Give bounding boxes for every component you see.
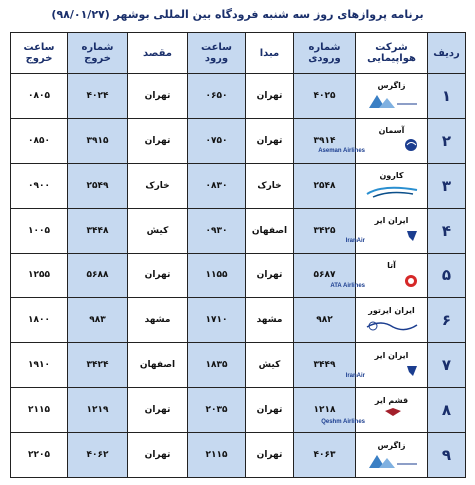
airline-name: ایران ایر <box>374 350 409 360</box>
arrival-number: ۲۵۴۸ <box>294 163 356 208</box>
arrival-time: ۰۷۵۰ <box>188 118 246 163</box>
arrival-time: ۲۱۱۵ <box>188 433 246 478</box>
svg-text:Qeshm Airlines: Qeshm Airlines <box>320 418 365 425</box>
destination: کیش <box>128 208 188 253</box>
departure-time: ۰۸۵۰ <box>11 118 68 163</box>
header-arrival-time: ساعت ورود <box>188 33 246 74</box>
airline-name: ایران ایر <box>374 216 409 226</box>
departure-time: ۲۱۱۵ <box>11 388 68 433</box>
destination: تهران <box>128 118 188 163</box>
iranair-logo-icon <box>345 362 427 380</box>
departure-number: ۵۶۸۸ <box>68 253 128 298</box>
row-number: ۵ <box>428 253 466 298</box>
airline-name: آسمان <box>378 126 405 136</box>
airline-name: کارون <box>379 171 404 181</box>
arrival-time: ۲۰۳۵ <box>188 388 246 433</box>
arrival-time: ۱۷۱۰ <box>188 298 246 343</box>
airline-cell <box>345 208 428 253</box>
table-row <box>11 74 466 119</box>
airline-cell <box>356 74 428 119</box>
airline-name: آتا <box>387 260 396 270</box>
departure-number: ۳۴۴۸ <box>68 208 128 253</box>
arrival-number: ۴۰۲۵ <box>294 74 356 119</box>
departure-number: ۴۰۶۲ <box>68 433 128 478</box>
destination: تهران <box>128 388 188 433</box>
table-row <box>11 163 466 208</box>
destination: خارک <box>128 163 188 208</box>
zagros-logo-icon <box>356 452 427 470</box>
arrival-number: ۴۰۶۳ <box>294 433 356 478</box>
departure-number: ۱۲۱۹ <box>68 388 128 433</box>
airline-name: قشم ایر <box>374 395 409 405</box>
header-departure-time: ساعت خروج <box>11 33 68 74</box>
arrival-number: ۵۶۸۷ <box>294 253 356 298</box>
destination: مشهد <box>128 298 188 343</box>
svg-text:IranAir: IranAir <box>345 238 365 245</box>
svg-text:ATA Airlines: ATA Airlines <box>329 282 365 289</box>
destination: اصفهان <box>128 343 188 388</box>
destination: تهران <box>128 433 188 478</box>
departure-number: ۳۴۲۴ <box>68 343 128 388</box>
airline-name: زاگرس <box>377 440 406 450</box>
table-row <box>11 298 466 343</box>
departure-time: ۱۰۰۵ <box>11 208 68 253</box>
arrival-number: ۱۲۱۸ <box>294 388 356 433</box>
origin: تهران <box>246 74 294 119</box>
row-number: ۸ <box>428 388 466 433</box>
row-number: ۹ <box>428 433 466 478</box>
departure-number: ۳۹۱۵ <box>68 118 128 163</box>
origin: خارک <box>246 163 294 208</box>
airline-cell <box>356 298 428 343</box>
departure-time: ۲۲۰۵ <box>11 433 68 478</box>
iranairtour-logo-icon <box>356 317 427 335</box>
arrival-time: ۱۱۵۵ <box>188 253 246 298</box>
origin: اصفهان <box>246 208 294 253</box>
arrival-time: ۰۸۳۰ <box>188 163 246 208</box>
arrival-time: ۰۹۳۰ <box>188 208 246 253</box>
row-number: ۳ <box>428 163 466 208</box>
header-origin: مبدا <box>246 33 294 74</box>
header-departure-number: شماره خروج <box>68 33 128 74</box>
arrival-number: ۳۴۴۹ <box>294 343 356 388</box>
arrival-time: ۰۶۵۰ <box>188 74 246 119</box>
destination: تهران <box>128 74 188 119</box>
origin: تهران <box>246 388 294 433</box>
row-number: ۲ <box>428 118 466 163</box>
page-title: برنامه پروازهای روز سه شنبه فرودگاه بین المللی بوشهر (۹۸/۰۱/۲۷) <box>51 8 424 21</box>
departure-time: ۱۸۰۰ <box>11 298 68 343</box>
header-arrival-number: شماره ورودی <box>294 33 356 74</box>
departure-time: ۰۸۰۵ <box>11 74 68 119</box>
airline-cell <box>345 343 428 388</box>
table-row <box>11 343 466 388</box>
karun-logo-icon <box>356 182 427 200</box>
header-row-number: ردیف <box>428 33 466 74</box>
arrival-number: ۳۹۱۴ <box>294 118 356 163</box>
departure-number: ۲۵۴۹ <box>68 163 128 208</box>
row-number: ۴ <box>428 208 466 253</box>
origin: مشهد <box>246 298 294 343</box>
flight-schedule-table <box>10 32 466 478</box>
table-row <box>11 118 466 163</box>
table-row <box>11 208 466 253</box>
origin: تهران <box>246 118 294 163</box>
departure-number: ۹۸۳ <box>68 298 128 343</box>
origin: کیش <box>246 343 294 388</box>
zagros-logo-icon <box>356 92 427 110</box>
origin: تهران <box>246 253 294 298</box>
row-number: ۶ <box>428 298 466 343</box>
arrival-time: ۱۸۳۵ <box>188 343 246 388</box>
svg-text:IranAir: IranAir <box>345 372 365 379</box>
arrival-number: ۳۴۲۵ <box>294 208 356 253</box>
table-row <box>11 388 466 433</box>
airline-cell <box>356 163 428 208</box>
header-airline: شرکت هواپیمایی <box>356 33 428 74</box>
airline-name: زاگرس <box>377 81 406 91</box>
airline-name: ایران ایرتور <box>368 305 415 315</box>
departure-time: ۰۹۰۰ <box>11 163 68 208</box>
airline-cell <box>329 253 428 298</box>
row-number: ۷ <box>428 343 466 388</box>
departure-time: ۱۲۵۵ <box>11 253 68 298</box>
table-row <box>11 253 466 298</box>
airline-cell <box>356 433 428 478</box>
header-destination: مقصد <box>128 33 188 74</box>
iranair-logo-icon <box>345 227 427 245</box>
table-row <box>11 433 466 478</box>
departure-time: ۱۹۱۰ <box>11 343 68 388</box>
arrival-number: ۹۸۲ <box>294 298 356 343</box>
ata-logo-icon <box>329 272 427 290</box>
header-row <box>11 33 466 74</box>
row-number: ۱ <box>428 74 466 119</box>
destination: تهران <box>128 253 188 298</box>
departure-number: ۴۰۲۴ <box>68 74 128 119</box>
origin: تهران <box>246 433 294 478</box>
svg-text:Aseman Airlines: Aseman Airlines <box>317 148 365 155</box>
